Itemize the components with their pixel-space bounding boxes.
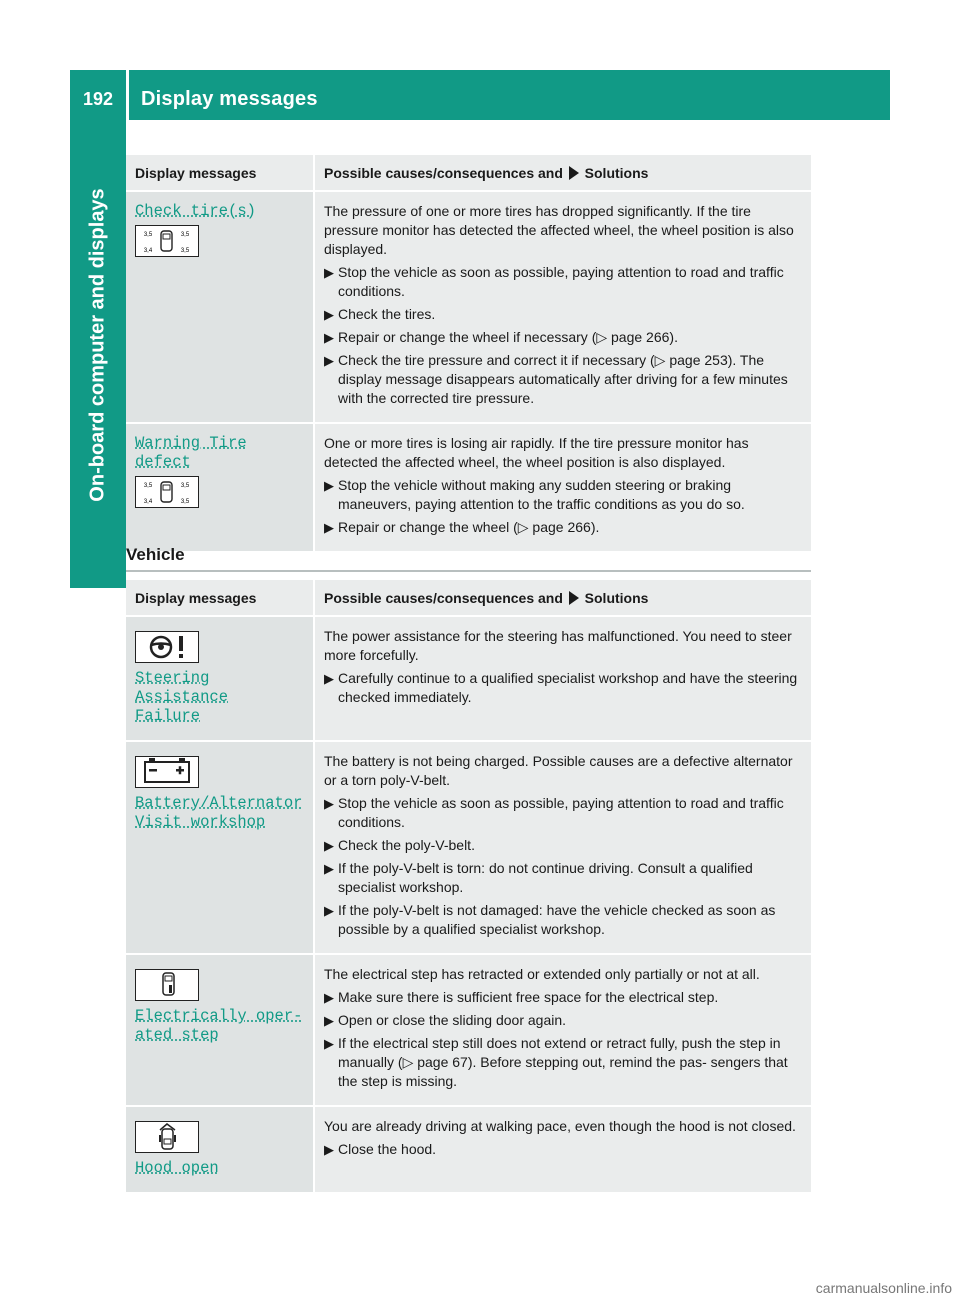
step-text: Check the tire pressure and correct it if necessary (▷ page 253). The display message disappears automatically after driving for a few minutes with the corrected tire pressure. xyxy=(338,352,788,406)
col-solutions-label: Solutions xyxy=(584,590,649,606)
step-text: Repair or change the wheel if necessary (▷ page 266). xyxy=(338,329,678,345)
description: The electrical step has retracted or extended only partially or not at all. xyxy=(324,966,760,982)
message-check-tires: Check tire(s) xyxy=(135,202,256,220)
step-item xyxy=(324,1034,803,1091)
step-item xyxy=(324,263,803,301)
tire-pressure-icon xyxy=(135,225,199,257)
pressure-fr: 3,5 xyxy=(180,232,190,238)
page-title: Display messages xyxy=(141,88,318,110)
solution-cell xyxy=(313,1107,811,1194)
step-arrow-icon: ▶ xyxy=(324,1036,334,1051)
step-arrow-icon: ▶ xyxy=(324,478,334,493)
table-row xyxy=(126,955,811,1107)
table-row xyxy=(126,1107,811,1194)
pressure-fl: 3,5 xyxy=(143,232,153,238)
step-arrow-icon: ▶ xyxy=(324,671,334,686)
message-cell xyxy=(126,424,313,553)
tire-pressure-icon xyxy=(135,476,199,508)
step-arrow-icon: ▶ xyxy=(324,265,334,280)
step-text: If the poly-V-belt is torn: do not continue driving. Consult a qualified specialist workshop. xyxy=(338,860,753,895)
step-arrow-icon: ▶ xyxy=(324,307,334,322)
table-row xyxy=(126,742,811,955)
step-arrow-icon: ▶ xyxy=(324,1142,334,1157)
step-text: If the poly-V-belt is not damaged: have the vehicle checked as soon as possible by a qualified specialist workshop. xyxy=(338,902,776,937)
description: The pressure of one or more tires has dropped significantly. If the tire pressure monitor has detected the affected wheel, the wheel position is also displayed. xyxy=(324,203,794,257)
message-battery-line1: Battery/Alternator xyxy=(135,794,303,812)
solution-cell xyxy=(313,192,811,424)
step-arrow-icon: ▶ xyxy=(324,520,334,535)
step-item xyxy=(324,1011,803,1030)
col-display-messages: Display messages xyxy=(126,155,313,192)
hood-open-icon xyxy=(135,1121,199,1153)
electric-step-icon xyxy=(135,969,199,1001)
table-row xyxy=(126,424,811,553)
pressure-fl: 3,5 xyxy=(143,483,153,489)
message-step-line2: ated step xyxy=(135,1026,219,1044)
step-item xyxy=(324,351,803,408)
step-item xyxy=(324,836,803,855)
message-battery-line2: Visit workshop xyxy=(135,813,266,831)
table-row xyxy=(126,192,811,424)
step-item xyxy=(324,988,803,1007)
step-text: Close the hood. xyxy=(338,1141,437,1157)
message-cell xyxy=(126,192,313,424)
step-text: Check the poly-V-belt. xyxy=(338,837,475,853)
message-warning-tire-defect: Warning Tire defect xyxy=(135,434,247,471)
steering-warning-icon xyxy=(135,631,199,663)
col-causes-label: Possible causes/consequences and xyxy=(324,165,563,181)
tire-messages-table xyxy=(126,155,811,553)
step-arrow-icon: ▶ xyxy=(324,1013,334,1028)
step-item xyxy=(324,518,803,537)
description: You are already driving at walking pace, even though the hood is not closed. xyxy=(324,1118,796,1134)
description: The battery is not being charged. Possible causes are a defective alternator or a torn poly-V-belt. xyxy=(324,753,793,788)
step-arrow-icon: ▶ xyxy=(324,861,334,876)
col-solutions-label: Solutions xyxy=(584,165,649,181)
step-item xyxy=(324,669,803,707)
step-item xyxy=(324,794,803,832)
step-text: Make sure there is sufficient free space for the electrical step. xyxy=(338,989,719,1005)
battery-icon xyxy=(135,756,199,788)
step-text: Stop the vehicle as soon as possible, paying attention to road and traffic conditions. xyxy=(338,264,784,299)
table-row xyxy=(126,617,811,742)
section-title-vehicle: Vehicle xyxy=(126,545,185,564)
pressure-rr: 3,5 xyxy=(180,248,190,254)
step-arrow-icon: ▶ xyxy=(324,838,334,853)
pressure-fr: 3,5 xyxy=(180,483,190,489)
message-steering-line1: Steering Assistance xyxy=(135,669,229,706)
page-number: 192 xyxy=(82,89,114,109)
message-cell xyxy=(126,617,313,742)
description: The power assistance for the steering has malfunctioned. You need to steer more forcefully. xyxy=(324,628,792,663)
step-arrow-icon: ▶ xyxy=(324,796,334,811)
header-divider xyxy=(126,70,129,120)
solution-cell xyxy=(313,617,811,742)
play-icon xyxy=(569,591,579,605)
message-cell xyxy=(126,742,313,955)
step-item xyxy=(324,328,803,347)
section-divider xyxy=(126,570,811,572)
step-arrow-icon: ▶ xyxy=(324,903,334,918)
play-icon xyxy=(569,166,579,180)
step-text: Stop the vehicle without making any sudden steering or braking maneuvers, paying attention to the traffic conditions as you do so. xyxy=(338,477,745,512)
message-step-line1: Electrically oper‐ xyxy=(135,1007,303,1025)
vehicle-messages-table xyxy=(126,580,811,1194)
step-text: Open or close the sliding door again. xyxy=(338,1012,567,1028)
solution-cell xyxy=(313,424,811,553)
message-cell xyxy=(126,1107,313,1194)
pressure-rl: 3,4 xyxy=(143,499,153,505)
step-item xyxy=(324,305,803,324)
step-item xyxy=(324,859,803,897)
message-steering-line2: Failure xyxy=(135,707,201,725)
table-header-row xyxy=(126,155,811,192)
solution-cell xyxy=(313,742,811,955)
step-item xyxy=(324,1140,803,1159)
col-causes-label: Possible causes/consequences and xyxy=(324,590,563,606)
step-text: Check the tires. xyxy=(338,306,436,322)
description: One or more tires is losing air rapidly. If the tire pressure monitor has detected the affected wheel, the wheel position is also displayed. xyxy=(324,435,749,470)
step-arrow-icon: ▶ xyxy=(324,990,334,1005)
pressure-rl: 3,4 xyxy=(143,248,153,254)
message-hood-open: Hood open xyxy=(135,1159,219,1177)
step-arrow-icon: ▶ xyxy=(324,330,334,345)
col-causes-solutions xyxy=(313,155,811,192)
step-item xyxy=(324,901,803,939)
step-arrow-icon: ▶ xyxy=(324,353,334,368)
col-display-messages: Display messages xyxy=(126,580,313,617)
step-item xyxy=(324,476,803,514)
solution-cell xyxy=(313,955,811,1107)
step-text: If the electrical step still does not extend or retract fully, push the step in manually (▷ page 67). Before stepping out, remind the pas‐ sengers that the step is missing. xyxy=(338,1035,788,1089)
message-cell xyxy=(126,955,313,1107)
watermark: carmanualsonline.info xyxy=(815,1280,952,1296)
col-causes-solutions xyxy=(313,580,811,617)
side-tab-label: On-board computer and displays xyxy=(86,188,109,502)
side-tab-end xyxy=(70,530,126,588)
pressure-rr: 3,5 xyxy=(180,499,190,505)
step-text: Repair or change the wheel (▷ page 266). xyxy=(338,519,600,535)
step-text: Carefully continue to a qualified specialist workshop and have the steering checked immediately. xyxy=(338,670,798,705)
step-text: Stop the vehicle as soon as possible, paying attention to road and traffic conditions. xyxy=(338,795,784,830)
table-header-row xyxy=(126,580,811,617)
